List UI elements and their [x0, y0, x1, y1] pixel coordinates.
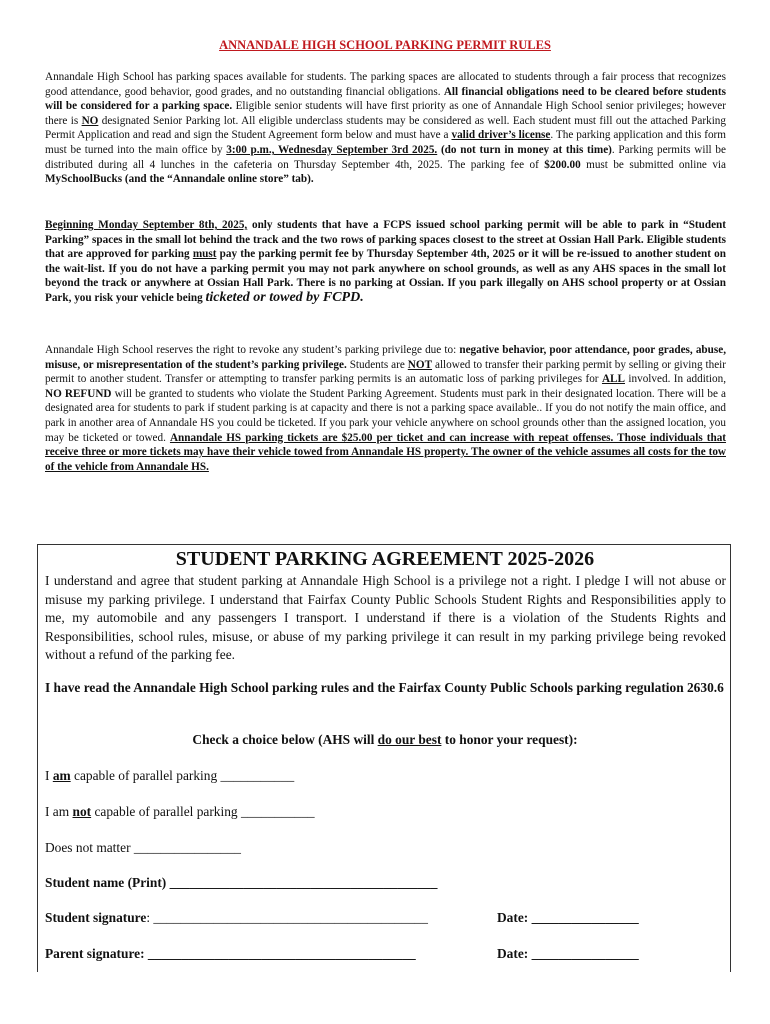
- check-choice-heading: Check a choice below (AHS will do our best to honor your request):: [192, 732, 578, 747]
- rules-title: ANNANDALE HIGH SCHOOL PARKING PERMIT RULES: [219, 38, 551, 52]
- rules-paragraph-2: Beginning Monday September 8th, 2025, only students that have a FCPS issued school parking permit will be able to park in “Student Parking” spaces in the small lot behind the track and the two rows of parking spaces closest to the street at Ossian Hall Park. Eligible students that are approved for parking must pay the parking permit fee by Thursday September 4th, 2025 or it will be re-issued to another student on the wait-list. If you do not have a parking permit you may not park anywhere on school grounds, as well as any AHS spaces in the small lot beyond the track or anywhere at Ossian Hall Park. There is no parking at Ossian. If you park illegally on AHS school property or at Ossian Park, you risk your vehicle being ticketed or towed by FCPD.: [45, 219, 726, 305]
- student-signature-field[interactable]: Student signature: _________________________________________: [45, 910, 428, 925]
- parent-date-field[interactable]: Date: ________________: [497, 946, 639, 961]
- agreement-title: STUDENT PARKING AGREEMENT 2025-2026: [175, 548, 595, 570]
- student-date-field[interactable]: Date: ________________: [497, 910, 639, 925]
- rules-paragraph-3: Annandale High School reserves the right to revoke any student’s parking privilege due to: negative behavior, poor attendance, poor grades, abuse, misuse, or misrepresentation of the student’s parking privilege. Students are NOT allowed to transfer their parking permit by selling or giving their permit to another student. Transfer or attempting to transfer parking permits is an automatic loss of parking privileges for ALL involved. In addition, NO REFUND will be granted to students who violate the Student Parking Agreement. Students must park in their designated location. There will be a designated area for students to park if student parking is at capacity and there is not a parking space available.. If you do not notify the main office, and park in another area of Annandale HS you could be ticketed. If you park your vehicle anywhere on school grounds other than the assigned location, you may be ticketed or towed. Annandale HS parking tickets are $25.00 per ticket and can increase with repeat offenses. Those individuals that receive three or more tickets may have their vehicle towed from Annandale HS property. The owner of the vehicle assumes all costs for the tow of the vehicle from Annandale HS.: [45, 344, 727, 473]
- option-can-parallel-park[interactable]: I am capable of parallel parking ___________: [45, 768, 295, 783]
- student-name-field[interactable]: Student name (Print) ________________________________________: [45, 875, 438, 890]
- agreement-paragraph-2: I have read the Annandale High School parking rules and the Fairfax County Public Schools parking regulation 2630.6: [45, 680, 724, 695]
- agreement-paragraph-1: I understand and agree that student parking at Annandale High School is a privilege not a right. I pledge I will not abuse or misuse my parking privilege. I understand that Fairfax County Public Schools Student Rights and Responsibilities apply to me, my automobile and any passengers I transport. I understand if there is a violation of the Students Rights and Responsibilities, school rules, misuse, or abuse of my parking privilege it can result in my parking privilege being revoked without a refund of the parking fee.: [45, 573, 726, 662]
- parent-signature-field[interactable]: Parent signature: ________________________________________: [45, 946, 416, 961]
- option-does-not-matter[interactable]: Does not matter ________________: [45, 840, 242, 855]
- rules-paragraph-1: Annandale High School has parking spaces available for students. The parking spaces are allocated to students through a fair process that recognizes good attendance, good behavior, good grades, and no outstanding financial obligations. All financial obligations need to be cleared before students will be considered for a parking space. Eligible senior students will have first priority as one of Annandale High School senior privileges; however there is NO designated Senior Parking lot. All eligible underclass students may be considered as well. Each student must fill out the attached Parking Permit Application and read and sign the Student Agreement form below and must have a valid driver’s license. The parking application and this form must be turned into the main office by 3:00 p.m., Wednesday September 3rd 2025. (do not turn in money at this time). Parking permits will be distributed during all 4 lunches in the cafeteria on Thursday September 4th, 2025. The parking fee of $200.00 must be submitted online via MySchoolBucks (and the “Annandale online store” tab).: [45, 71, 727, 186]
- option-cannot-parallel-park[interactable]: I am not capable of parallel parking ___________: [45, 804, 315, 819]
